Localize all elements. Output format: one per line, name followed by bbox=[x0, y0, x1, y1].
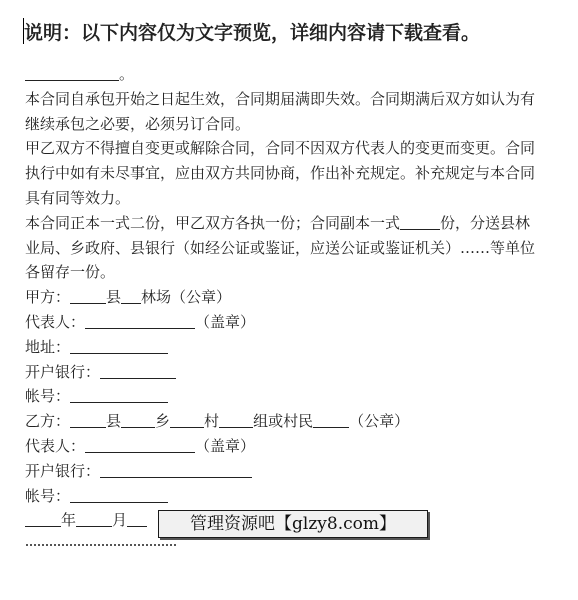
month-field bbox=[76, 508, 112, 527]
party-a-bank-field bbox=[100, 360, 176, 379]
copies-count-field bbox=[400, 211, 440, 230]
party-b-bank-line: 开户银行： bbox=[25, 459, 545, 484]
party-b-bank-field bbox=[100, 459, 252, 478]
site-watermark: 管理资源吧【glzy8.com】 bbox=[158, 510, 428, 538]
clause-copies: 本合同正本一式二份，甲乙双方各执一份；合同副本一式 份，分送县林业局、乡政府、县银行（如经公证或鉴证，应送公证或鉴证机关）……等单位各留存一份。 bbox=[25, 211, 545, 285]
party-a-county-field bbox=[70, 285, 106, 304]
party-a-account-field bbox=[70, 384, 168, 403]
party-b-account-field bbox=[70, 484, 168, 503]
party-a-address-field bbox=[70, 335, 168, 354]
party-b-group-field bbox=[219, 409, 253, 428]
party-a-rep-line: 代表人： （盖章） bbox=[25, 310, 545, 335]
date-line: 年 月 bbox=[25, 508, 545, 533]
party-a-address-line: 地址： bbox=[25, 335, 545, 360]
day-field bbox=[127, 508, 147, 527]
clause-modification: 甲乙双方不得擅自变更或解除合同，合同不因双方代表人的变更而变更。合同执行中如有未尽事宜，应由双方共同协商，作出补充规定。补充规定与本合同具有同等效力。 bbox=[25, 139, 536, 207]
year-field bbox=[25, 508, 61, 527]
dotted-leader bbox=[26, 540, 176, 546]
party-b-village-field bbox=[170, 409, 204, 428]
party-b-line: 乙方： 县 乡 村 组或村民 （公章） bbox=[25, 409, 545, 434]
party-b-rep-line: 代表人： （盖章） bbox=[25, 434, 545, 459]
party-b-villager-field bbox=[313, 409, 349, 428]
party-a-rep-field bbox=[85, 310, 195, 329]
party-b-rep-field bbox=[85, 434, 195, 453]
party-b-account-line: 帐号： bbox=[25, 484, 545, 509]
party-b-township-field bbox=[121, 409, 155, 428]
blank-line: 。 bbox=[25, 62, 545, 87]
party-b-county-field bbox=[70, 409, 106, 428]
party-a-bank-line: 开户银行： bbox=[25, 360, 545, 385]
blank-field bbox=[25, 62, 119, 81]
party-a-line: 甲方： 县 林场（公章） bbox=[25, 285, 545, 310]
contract-body bbox=[25, 62, 545, 533]
party-a-account-line: 帐号： bbox=[25, 384, 545, 409]
clause-effective: 本合同自承包开始之日起生效，合同期届满即失效。合同期满后双方如认为有继续承包之必要，必须另订合同。 bbox=[25, 89, 536, 133]
party-a-farm-field bbox=[121, 285, 141, 304]
preview-notice: 说明：以下内容仅为文字预览，详细内容请下载查看。 bbox=[24, 22, 481, 44]
